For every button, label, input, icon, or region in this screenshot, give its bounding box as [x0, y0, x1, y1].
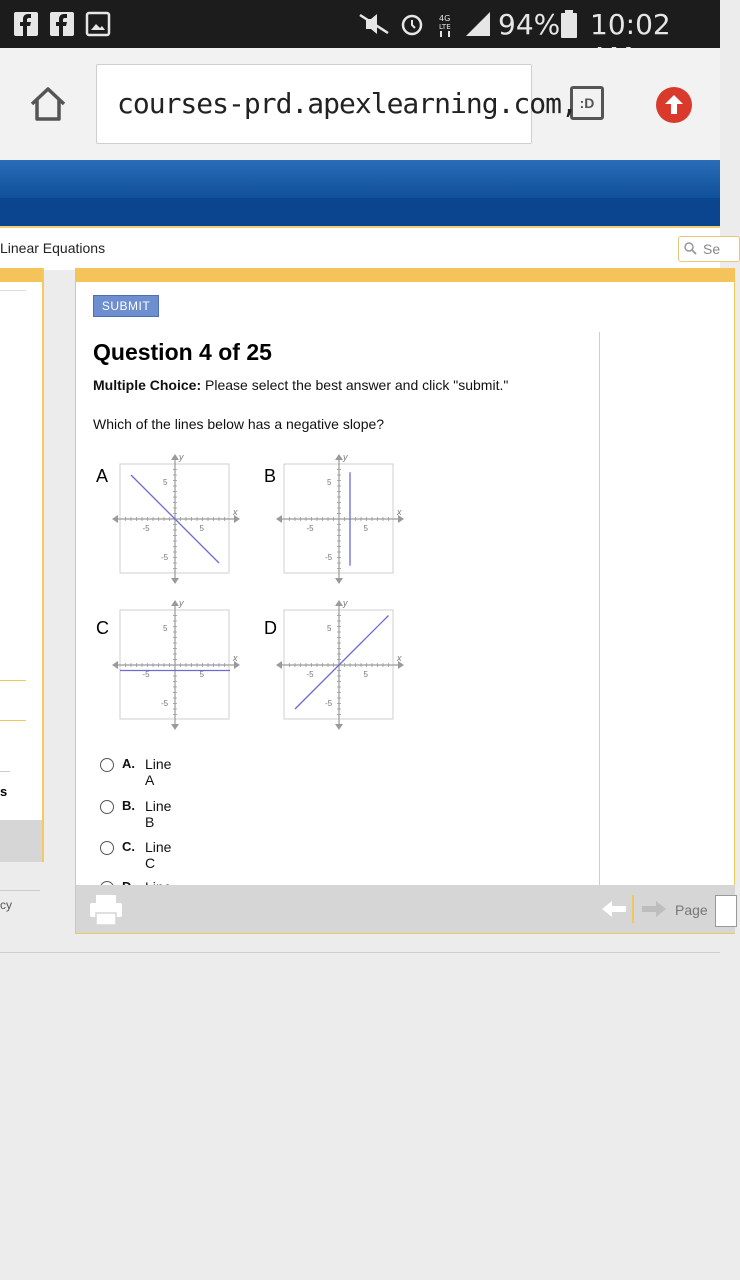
x-tick-label: -5 [142, 670, 150, 679]
upload-icon[interactable] [655, 86, 693, 124]
divider [0, 952, 720, 953]
x-axis-label: x [233, 653, 238, 663]
question-prompt: Which of the lines below has a negative slope? [93, 416, 385, 432]
signal-icon [464, 12, 492, 36]
y-tick-label: 5 [327, 624, 332, 633]
y-tick-label: -5 [161, 553, 169, 562]
url-bar[interactable] [96, 64, 577, 144]
mute-icon [356, 12, 392, 36]
question-footer [76, 885, 735, 933]
y-tick-label: -5 [161, 699, 169, 708]
x-axis-label: x [233, 507, 238, 517]
submit-button[interactable]: SUBMIT [93, 295, 159, 317]
graph-a [112, 452, 242, 586]
y-axis-arrow [335, 454, 343, 460]
y-tick-label: 5 [327, 478, 332, 487]
y-axis-arrow [335, 600, 343, 606]
status-bar [0, 0, 720, 48]
left-panel-header [0, 268, 42, 282]
option-letter: B. [122, 798, 135, 813]
graph-b [276, 452, 406, 586]
radio-button[interactable] [100, 758, 114, 772]
x-tick-label: 5 [363, 524, 368, 533]
question-panel-header [75, 268, 735, 282]
x-tick-label: 5 [199, 670, 204, 679]
facebook-icon [14, 12, 38, 36]
left-panel-footer [0, 820, 42, 862]
search-input[interactable] [678, 236, 740, 262]
svg-text:4G: 4G [439, 14, 451, 23]
y-tick-label: -5 [325, 553, 333, 562]
x-tick-label: 5 [363, 670, 368, 679]
image-icon [86, 12, 110, 36]
x-tick-label: -5 [142, 524, 150, 533]
facebook-icon [50, 12, 74, 36]
battery-icon [561, 10, 577, 38]
breadcrumb [0, 226, 720, 270]
print-icon[interactable] [88, 893, 124, 927]
y-axis-label: y [179, 452, 184, 462]
x-tick-label: -5 [306, 670, 314, 679]
radio-button[interactable] [100, 800, 114, 814]
forward-arrow-icon[interactable] [642, 901, 666, 917]
y-axis-label: y [343, 598, 348, 608]
graph-label-c: C [96, 618, 109, 638]
x-axis-arrow [112, 515, 118, 523]
question-title: Question 4 of 25 [93, 339, 272, 365]
divider [0, 720, 26, 721]
lte-icon [436, 12, 456, 38]
url-text: courses-prd.apexlearning.com, [117, 87, 577, 120]
option-letter: C. [122, 839, 135, 854]
instruction-text: Please select the best answer and click "submit." [201, 377, 509, 393]
x-tick-label: -5 [306, 524, 314, 533]
y-axis-label: y [343, 452, 348, 462]
y-axis-label: y [179, 598, 184, 608]
y-axis-arrow [171, 724, 179, 730]
alarm-icon [400, 12, 424, 36]
divider [0, 680, 26, 681]
search-icon [684, 242, 697, 255]
breadcrumb-title: Linear Equations [0, 240, 106, 256]
y-axis-arrow [335, 724, 343, 730]
search-placeholder: Se [703, 241, 721, 257]
y-tick-label: -5 [325, 699, 333, 708]
page-number-input[interactable] [715, 895, 737, 927]
y-tick-label: 5 [163, 478, 168, 487]
y-axis-arrow [335, 578, 343, 584]
divider [0, 771, 10, 772]
left-panel-text: s [0, 784, 8, 799]
divider [0, 890, 40, 891]
x-axis-arrow [112, 661, 118, 669]
clock: 10:02 [590, 8, 671, 41]
divider [632, 895, 634, 923]
graph-d [276, 598, 406, 732]
privacy-link[interactable]: cy [0, 898, 12, 912]
x-tick-label: 5 [199, 524, 204, 533]
option-text: Line C [145, 839, 172, 871]
y-axis-arrow [171, 578, 179, 584]
graph-label-a: A [96, 466, 109, 486]
divider [599, 332, 600, 885]
banner-stripe [0, 198, 720, 226]
svg-text:LTE: LTE [439, 23, 451, 31]
battery-percent: 94% [498, 8, 561, 41]
y-axis-arrow [171, 454, 179, 460]
radio-button[interactable] [100, 841, 114, 855]
graph-label-b: B [264, 466, 277, 486]
options-scroll-area[interactable] [76, 872, 599, 885]
x-axis-arrow [276, 515, 282, 523]
graph-c [112, 598, 242, 732]
y-axis-arrow [171, 600, 179, 606]
divider [0, 290, 26, 291]
instruction-label: Multiple Choice: [93, 377, 202, 393]
x-axis-label: x [397, 507, 402, 517]
page-label: Page [675, 902, 708, 918]
x-axis-arrow [276, 661, 282, 669]
left-panel [0, 268, 44, 862]
tab-switcher-icon[interactable]: :D [570, 86, 604, 120]
question-instructions [93, 377, 508, 393]
option-text: Line A [145, 756, 172, 788]
option-letter: A. [122, 756, 135, 771]
graph-label-d: D [264, 618, 277, 638]
option-text: Line B [145, 798, 172, 830]
back-arrow-icon[interactable] [602, 901, 626, 917]
home-icon[interactable] [28, 84, 68, 124]
x-axis-label: x [397, 653, 402, 663]
y-tick-label: 5 [163, 624, 168, 633]
